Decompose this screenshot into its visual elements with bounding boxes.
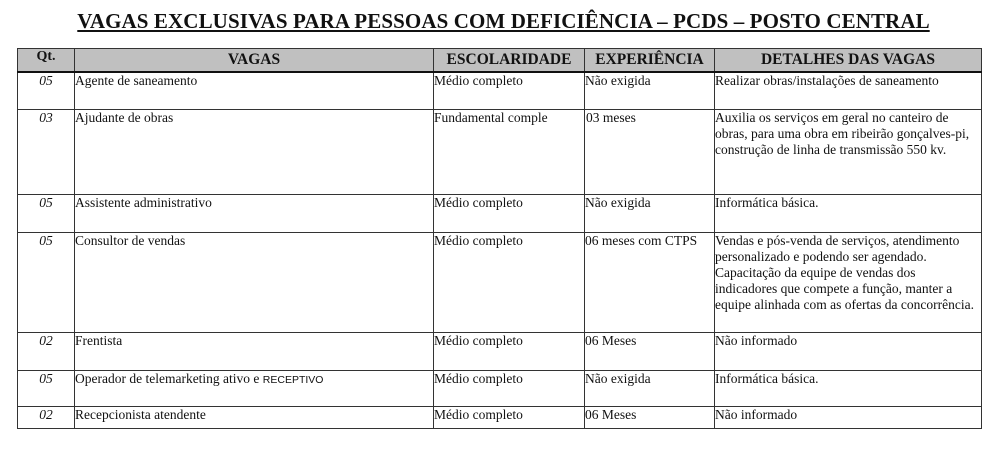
qt-cell: 05: [18, 232, 75, 332]
table-row: [18, 72, 982, 109]
table-row: [18, 332, 982, 370]
detalhes-cell: Realizar obras/instalações de saneamento: [715, 72, 982, 109]
experiencia-cell: 06 Meses: [585, 406, 715, 428]
vaga-text-small: RECEPTIVO: [262, 373, 324, 386]
page-title: VAGAS EXCLUSIVAS PARA PESSOAS COM DEFICIÊNCIA – PCDS – POSTO CENTRAL: [77, 9, 930, 33]
escolaridade-cell: Médio completo: [434, 194, 585, 232]
detalhes-cell: Informática básica.: [715, 370, 982, 406]
vaga-cell: Agente de saneamento: [75, 72, 434, 109]
detalhes-cell: Vendas e pós-venda de serviços, atendimento personalizado e podendo ser agendado. Capacitação da equipe de vendas dos indicadores que compete a função, manter a equipe alinhada com as ofertas da concorrência.: [715, 232, 982, 332]
experiencia-cell: Não exigida: [585, 370, 715, 406]
vaga-cell: Recepcionista atendente: [75, 406, 434, 428]
vaga-cell: [75, 370, 434, 406]
qt-cell: 03: [18, 109, 75, 194]
detalhes-cell: Não informado: [715, 406, 982, 428]
escolaridade-cell: Médio completo: [434, 332, 585, 370]
experiencia-cell: 06 Meses: [585, 332, 715, 370]
detalhes-cell: Auxilia os serviços em geral no canteiro de obras, para uma obra em ribeirão gonçalves-pi, construção de linha de transmissão 550 kv.: [715, 109, 982, 194]
escolaridade-cell: Médio completo: [434, 370, 585, 406]
table-row: [18, 406, 982, 428]
header-experiencia: EXPERIÊNCIA: [585, 49, 715, 73]
escolaridade-cell: Médio completo: [434, 72, 585, 109]
experiencia-cell: 06 meses com CTPS: [585, 232, 715, 332]
qt-cell: 05: [18, 72, 75, 109]
qt-cell: 05: [18, 194, 75, 232]
vacancies-table: [17, 48, 982, 429]
vaga-cell: Frentista: [75, 332, 434, 370]
table-row: [18, 109, 982, 194]
detalhes-cell: Não informado: [715, 332, 982, 370]
vaga-cell: Ajudante de obras: [75, 109, 434, 194]
escolaridade-cell: Médio completo: [434, 232, 585, 332]
table-row: [18, 232, 982, 332]
header-detalhes: DETALHES DAS VAGAS: [715, 49, 982, 73]
experiencia-cell: Não exigida: [585, 194, 715, 232]
qt-cell: 05: [18, 370, 75, 406]
detalhes-cell: Informática básica.: [715, 194, 982, 232]
table-row: [18, 194, 982, 232]
escolaridade-cell: Fundamental comple: [434, 109, 585, 194]
experiencia-cell: 03 meses: [585, 109, 715, 194]
vaga-cell: Consultor de vendas: [75, 232, 434, 332]
table-header-row: [18, 49, 982, 73]
header-escolaridade: ESCOLARIDADE: [434, 49, 585, 73]
vaga-text: Operador de telemarketing ativo e: [75, 370, 260, 386]
table-row: [18, 370, 982, 406]
experiencia-cell: Não exigida: [585, 72, 715, 109]
vaga-cell: Assistente administrativo: [75, 194, 434, 232]
header-qt: Qt.: [18, 49, 75, 73]
qt-cell: 02: [18, 406, 75, 428]
escolaridade-cell: Médio completo: [434, 406, 585, 428]
header-vagas: VAGAS: [75, 49, 434, 73]
qt-cell: 02: [18, 332, 75, 370]
